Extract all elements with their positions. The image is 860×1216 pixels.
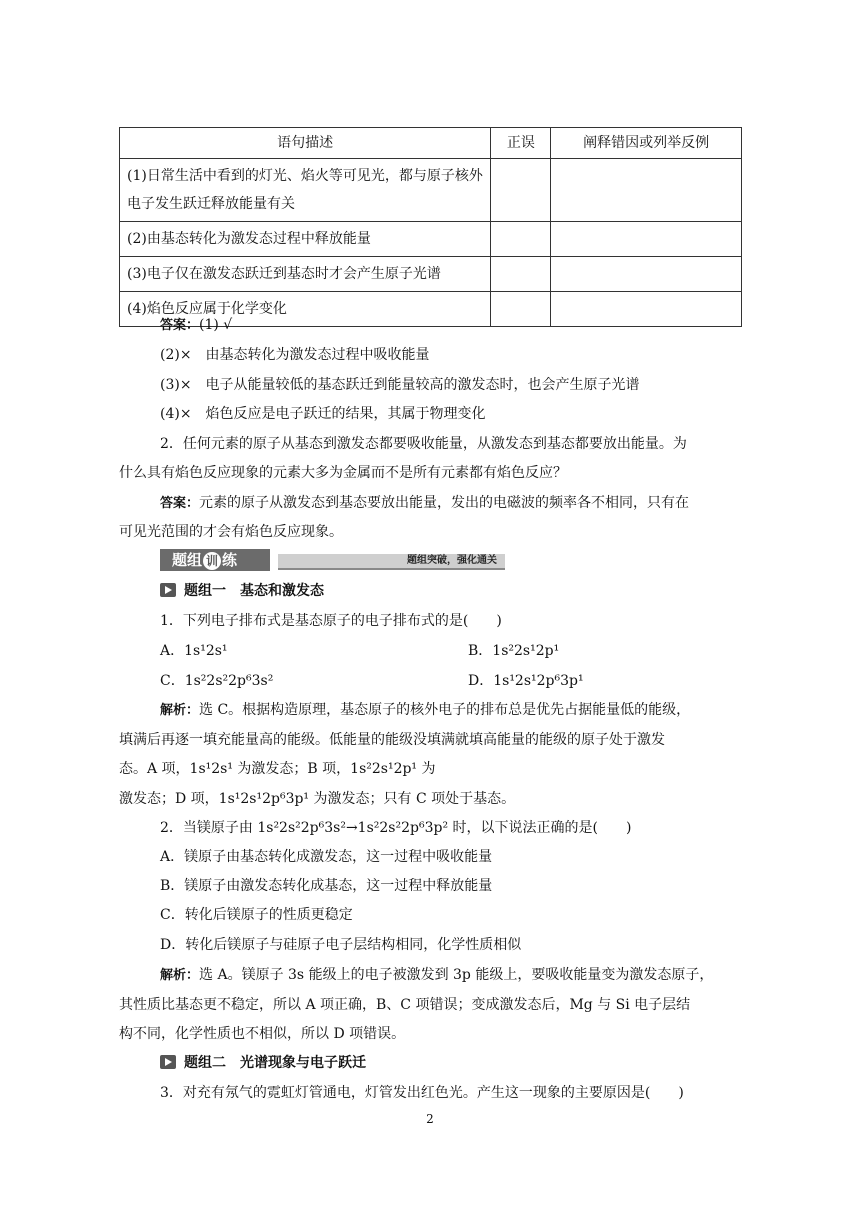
answer-line: (4)× 焰色反应是电子跃迁的结果，其属于物理变化	[160, 406, 486, 422]
solution-line: 态。A 项，1s¹2s¹ 为激发态；B 项，1s²2s¹2p¹ 为	[119, 761, 436, 777]
table-header: 正误	[491, 128, 551, 159]
solution-line: 激发态；D 项，1s¹2s¹2p⁶3p¹ 为激发态；只有 C 项处于基态。	[119, 791, 516, 807]
table-row	[120, 257, 742, 292]
page-number: 2	[426, 1112, 434, 1126]
solution-line: 其性质比基态更不稳定，所以 A 项正确，B、C 项错误；变成激发态后，Mg 与 Si 电子层结	[119, 997, 691, 1013]
banner-title-text: 练	[222, 551, 238, 569]
table-cell	[551, 159, 742, 222]
answer-text: 元素的原子从激发态到基态要放出能量，发出的电磁波的频率各不相同，只有在	[199, 495, 690, 511]
solution-text: 选 C。根据构造原理，基态原子的核外电子的排布总是优先占据能量低的能级，	[199, 702, 691, 718]
answer-line: 可见光范围的才会有焰色反应现象。	[119, 524, 343, 540]
solution-line	[160, 965, 713, 986]
answer-line: (2)× 由基态转化为激发态过程中吸收能量	[160, 347, 430, 363]
table-cell	[551, 292, 742, 327]
play-icon	[160, 583, 176, 597]
option-d: D．1s¹2s¹2p⁶3p¹	[468, 673, 584, 689]
table-cell: (4)焰色反应属于化学变化	[120, 292, 491, 327]
judgement-table	[119, 127, 742, 327]
table-cell: (1)日常生活中看到的灯光、焰火等可见光，都与原子核外电子发生跃迁释放能量有关	[120, 159, 491, 222]
question-stem: 2．当镁原子由 1s²2s²2p⁶3s²→1s²2s²2p⁶3p² 时，以下说法正确的是( )	[160, 820, 632, 836]
table-cell	[551, 222, 742, 257]
group-heading	[160, 581, 324, 601]
table-row	[120, 159, 742, 222]
banner-subtitle-bar	[278, 554, 505, 570]
option-b: B．1s²2s¹2p¹	[468, 643, 560, 659]
question-line: 2．任何元素的原子从基态到激发态都要吸收能量，从激发态到基态都要放出能量。为	[160, 436, 687, 452]
answer-label: 答案：	[160, 318, 200, 333]
banner-subtitle: 题组突破，强化通关	[407, 555, 497, 566]
answer-text: (1) √	[199, 317, 233, 333]
banner-xun-badge: 训	[203, 552, 221, 570]
table-row	[120, 222, 742, 257]
answer-label: 答案：	[160, 496, 200, 511]
banner-title	[160, 549, 270, 571]
question-stem: 3．对充有氖气的霓虹灯管通电，灯管发出红色光。产生这一现象的主要原因是( )	[160, 1085, 684, 1101]
option-c: C．转化后镁原子的性质更稳定	[160, 907, 353, 923]
table-cell	[551, 257, 742, 292]
solution-text: 选 A。镁原子 3s 能级上的电子被激发到 3p 能级上，要吸收能量变为激发态原子，	[199, 967, 714, 983]
solution-label: 解析：	[160, 968, 200, 983]
answer-line	[160, 315, 232, 336]
solution-line	[160, 700, 690, 721]
table-cell	[491, 257, 551, 292]
table-cell: (2)由基态转化为激发态过程中释放能量	[120, 222, 491, 257]
option-a: A．1s¹2s¹	[160, 643, 228, 659]
option-c: C．1s²2s²2p⁶3s²	[160, 673, 274, 689]
solution-line: 填满后再逐一填充能量高的能级。低能量的能级没填满就填高能量的能级的原子处于激发	[119, 732, 665, 748]
answer-line	[160, 493, 689, 514]
option-d: D．转化后镁原子与硅原子电子层结构相同，化学性质相似	[160, 937, 522, 953]
table-header-row	[120, 128, 742, 159]
question-stem: 1．下列电子排布式是基态原子的电子排布式的是( )	[160, 613, 502, 629]
table-cell: (3)电子仅在激发态跃迁到基态时才会产生原子光谱	[120, 257, 491, 292]
solution-label: 解析：	[160, 703, 200, 718]
table-cell	[491, 292, 551, 327]
table-header: 语句描述	[120, 128, 491, 159]
group-heading-text: 题组一 基态和激发态	[184, 583, 324, 599]
section-banner	[160, 549, 505, 571]
answer-line: (3)× 电子从能量较低的基态跃迁到能量较高的激发态时，也会产生原子光谱	[160, 377, 640, 393]
group-heading	[160, 1053, 366, 1073]
group-heading-text: 题组二 光谱现象与电子跃迁	[184, 1055, 366, 1071]
play-icon	[160, 1055, 176, 1069]
question-line: 什么具有焰色反应现象的元素大多为金属而不是所有元素都有焰色反应？	[119, 465, 567, 481]
solution-line: 构不同，化学性质也不相似，所以 D 项错误。	[119, 1026, 406, 1042]
option-b: B．镁原子由激发态转化成基态，这一过程中释放能量	[160, 878, 493, 894]
table-cell	[491, 222, 551, 257]
option-a: A．镁原子由基态转化成激发态，这一过程中吸收能量	[160, 849, 493, 865]
banner-title-text: 题组	[172, 551, 203, 569]
table-header: 阐释错因或列举反例	[551, 128, 742, 159]
table-cell	[491, 159, 551, 222]
